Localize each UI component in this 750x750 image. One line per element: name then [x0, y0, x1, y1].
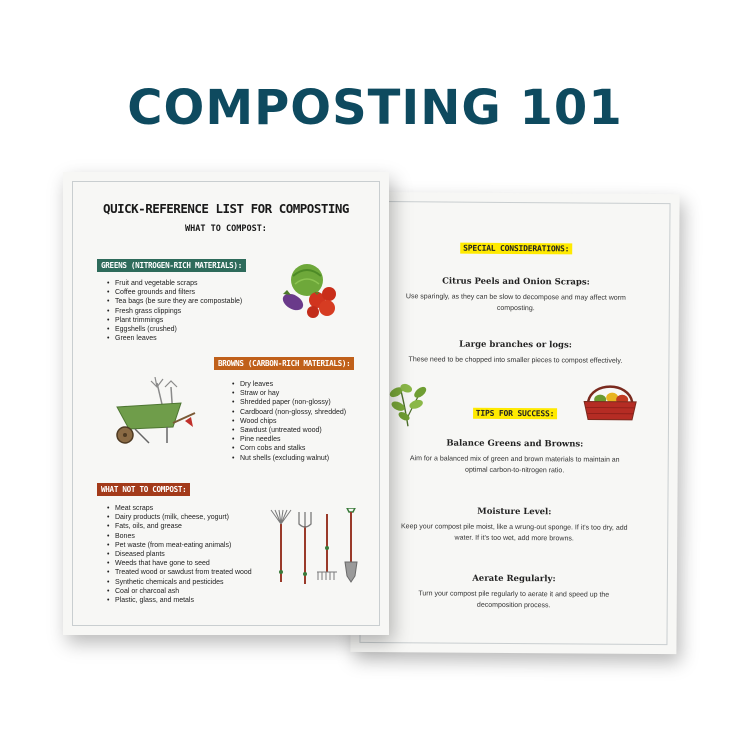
list-item: • Straw or hay — [240, 389, 346, 398]
list-item: • Fruit and vegetable scraps — [115, 279, 242, 288]
branches-heading: Large branches or logs: — [459, 339, 572, 351]
list-item: • Tea bags (be sure they are compostable) — [115, 297, 242, 306]
list-item: • Shredded paper (non-glossy) — [240, 398, 346, 407]
moisture-text — [351, 521, 677, 545]
what-not-to-compost-heading: WHAT NOT TO COMPOST: — [97, 483, 190, 496]
list-item: • Green leaves — [115, 334, 242, 343]
list-item: • Dairy products (milk, cheese, yogurt) — [115, 513, 252, 522]
greens-heading: GREENS (NITROGEN-RICH MATERIALS): — [97, 259, 246, 272]
list-item: • Meat scraps — [115, 504, 252, 513]
aerate-text — [351, 588, 677, 612]
wheelbarrow-illustration — [107, 377, 199, 449]
list-item: • Fresh grass clippings — [115, 307, 242, 316]
reference-title: QUICK-REFERENCE LIST FOR COMPOSTING — [103, 201, 349, 216]
list-item: • Pet waste (from meat-eating animals) — [115, 541, 252, 550]
avoid-list — [105, 504, 252, 605]
citrus-heading: Citrus Peels and Onion Scraps: — [442, 276, 590, 288]
page-title: COMPOSTING 101 — [127, 80, 623, 136]
list-item: • Pine needles — [240, 435, 346, 444]
balance-heading: Balance Greens and Browns: — [446, 438, 584, 450]
browns-list — [230, 380, 346, 463]
browns-heading: BROWNS (CARBON-RICH MATERIALS): — [214, 357, 354, 370]
branches-text — [352, 354, 678, 367]
aerate-line: decomposition process. — [476, 601, 551, 610]
what-to-compost-heading: WHAT TO COMPOST: — [185, 224, 267, 234]
moisture-line: water. If it's too wet, add more browns. — [454, 534, 574, 543]
tips-heading: TIPS FOR SUCCESS: — [473, 408, 558, 420]
list-item: • Coal or charcoal ash — [115, 587, 252, 596]
list-item: • Coffee grounds and filters — [115, 288, 242, 297]
list-item: • Cardboard (non-glossy, shredded) — [240, 408, 346, 417]
list-item: • Eggshells (crushed) — [115, 325, 242, 334]
list-item: • Plastic, glass, and metals — [115, 596, 252, 605]
special-considerations-heading: SPECIAL CONSIDERATIONS: — [460, 243, 572, 255]
citrus-line: composting. — [496, 304, 535, 313]
list-item: • Diseased plants — [115, 550, 252, 559]
list-item: • Bones — [115, 532, 252, 541]
moisture-heading: Moisture Level: — [477, 506, 552, 518]
garden-tools-illustration — [267, 508, 365, 588]
tips-page — [350, 192, 679, 654]
list-item: • Synthetic chemicals and pesticides — [115, 578, 252, 587]
citrus-line: Use sparingly, as they can be slow to decompose and may affect worm — [405, 293, 626, 302]
list-item: • Treated wood or sawdust from treated wood — [115, 568, 252, 577]
list-item: • Weeds that have gone to seed — [115, 559, 252, 568]
aerate-line: Turn your compost pile regularly to aerate it and speed up the — [418, 590, 610, 599]
greens-list — [105, 279, 242, 343]
list-item: • Sawdust (untreated wood) — [240, 426, 346, 435]
list-item: • Dry leaves — [240, 380, 346, 389]
reference-list-page — [63, 172, 389, 635]
aerate-heading: Aerate Regularly: — [472, 573, 556, 585]
vegetables-illustration — [277, 260, 343, 320]
moisture-line: Keep your compost pile moist, like a wrung-out sponge. If it's too dry, add — [400, 523, 628, 532]
branches-line: These need to be chopped into smaller pieces to compost effectively. — [408, 356, 623, 365]
list-item: • Nut shells (excluding walnut) — [240, 454, 346, 463]
citrus-text — [353, 291, 679, 315]
balance-line: Aim for a balanced mix of green and brown materials to maintain an — [409, 455, 620, 464]
list-item: • Fats, oils, and grease — [115, 522, 252, 531]
list-item: • Plant trimmings — [115, 316, 242, 325]
harvest-basket-illustration — [578, 379, 644, 425]
list-item: • Corn cobs and stalks — [240, 444, 346, 453]
balance-line: optimal carbon-to-nitrogen ratio. — [465, 466, 565, 475]
balance-text — [352, 453, 678, 477]
list-item: • Wood chips — [240, 417, 346, 426]
